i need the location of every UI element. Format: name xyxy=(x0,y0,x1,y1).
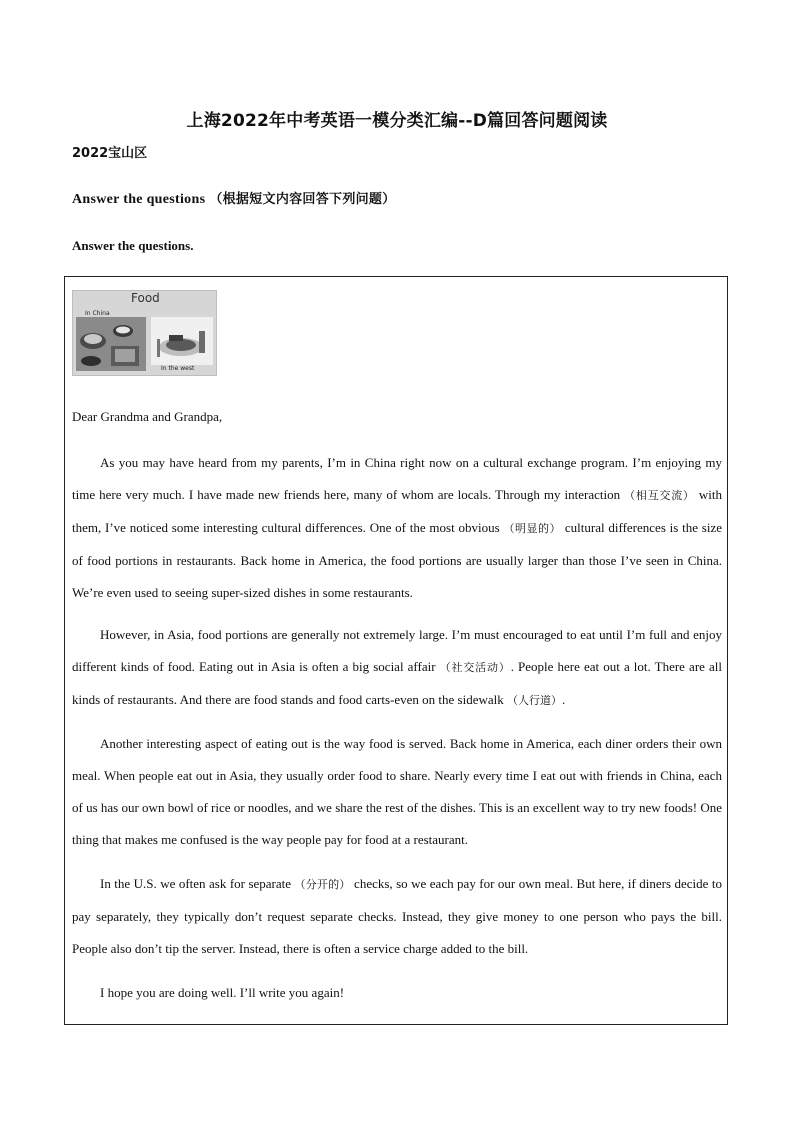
instruction-cn: （根据短文内容回答下列问题） xyxy=(209,192,396,207)
paragraph-5: I hope you are doing well. I’ll write you again! xyxy=(100,985,345,1000)
image-caption-west: In the west xyxy=(161,365,195,372)
instruction-subheading: Answer the questions. xyxy=(72,238,194,253)
page-title: 上海2022年中考英语一模分类汇编--D篇回答问题阅读 xyxy=(186,111,608,131)
p1-text-a: As you may have heard from my parents, I’m in China right now on a cultural exchange program. I’m enjoying my time here very much. I have made new friends here, many of whom are locals. Through my interaction xyxy=(72,455,722,502)
p2-text-e: . xyxy=(562,692,566,707)
p4-text-a: In the U.S. we often ask for separate xyxy=(100,876,295,891)
p2-gloss-sidewalk: （人行道） xyxy=(507,694,563,707)
p2-gloss-social-affair: （社交活动） xyxy=(439,661,511,674)
paragraph-1 xyxy=(72,447,722,609)
food-illustration xyxy=(72,290,217,376)
p4-gloss-separate: （分开的） xyxy=(294,878,351,891)
p1-text-c: with them, I’ve noticed some interesting cultural differences. One of the most obvious xyxy=(72,487,722,535)
paragraph-3: Another interesting aspect of eating out is the way food is served. Back home in America, each diner orders their own meal. When people eat out in Asia, they usually order food to share. Nearly every time I eat out with friends in China, each of us has our own bowl of rice or noodles, and we share the rest of the dishes. This is an excellent way to try new foods! One thing that makes me confused is the way people pay for food at a restaurant. xyxy=(72,736,722,847)
p1-text-e: cultural differences is the size of food portions in restaurants. Back home in America, the food portions are usually larger than those I’ve seen in China. We’re even used to seeing super-sized dishes in some restaurants. xyxy=(72,520,722,600)
p1-gloss-interaction: （相互交流） xyxy=(624,489,695,502)
district-label: 2022宝山区 xyxy=(72,146,148,161)
p2-text-c: . People here eat out a lot. There are all kinds of restaurants. And there are food stands and food carts-even on the sidewalk xyxy=(72,659,722,707)
image-caption-china: In China xyxy=(85,310,110,317)
paragraph-2 xyxy=(72,619,722,717)
letter-greeting: Dear Grandma and Grandpa, xyxy=(72,409,223,424)
instruction-en: Answer the questions xyxy=(72,192,206,207)
p2-text-a: However, in Asia, food portions are generally not extremely large. I’m must encouraged to eat until I’m full and enjoy different kinds of food. Eating out in Asia is often a big social affair xyxy=(72,627,722,674)
p4-text-c: checks, so we each pay for our own meal. But here, if diners decide to pay separately, they typically don’t request separate checks. Instead, they give money to one person who pays the bill. People also don’t tip the server. Instead, there is often a service charge added to the bill. xyxy=(72,876,723,956)
image-title: Food xyxy=(131,291,160,305)
passage-box xyxy=(64,276,728,1025)
paragraph-4 xyxy=(72,868,722,965)
instruction-heading xyxy=(72,188,396,208)
p1-gloss-obvious: （明显的） xyxy=(503,522,562,535)
